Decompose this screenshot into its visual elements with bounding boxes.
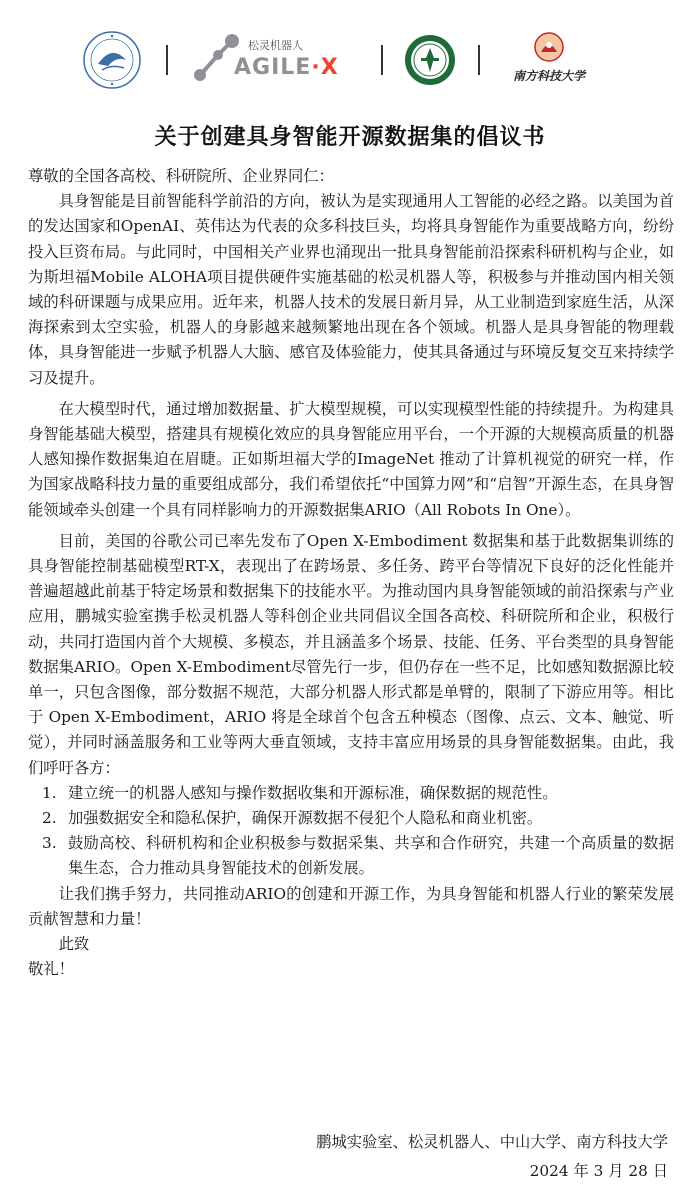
list-number: 1. — [42, 783, 57, 802]
sun-yat-sen-university-logo — [404, 34, 456, 86]
sustech-emblem-icon — [508, 32, 590, 64]
letter-body — [28, 164, 674, 983]
signatories: 鹏城实验室、松灵机器人、中山大学、南方科技大学 — [316, 1133, 668, 1151]
pengcheng-lab-logo — [82, 30, 142, 90]
agilex-wordmark-agile: AGILE — [234, 55, 312, 80]
logo-separator — [166, 45, 168, 75]
signature-block — [316, 1128, 668, 1186]
logo-separator — [381, 45, 383, 75]
closing-paragraph: 让我们携手努力，共同推动ARIO的创建和开源工作，为具身智能和机器人行业的繁荣发展贡献智慧和力量！ — [28, 884, 674, 928]
list-number: 3. — [42, 834, 57, 853]
agilex-logo — [190, 33, 360, 85]
paragraph: 目前，美国的谷歌公司已率先发布了Open X-Embodiment 数据集和基于此数据集训练的具身智能控制基础模型RT-X，表现出了在跨场景、多任务、跨平台等情况下良好的泛化性能并普遍超越此前基于特定场景和数据集下的技能水平。为推动国内具身智能领域的前沿探索与产业应用，鹏城实验室携手松灵机器人等科创企业共同倡议全国各高校、科研院所和企业，积极行动，共同打造国内首个大规模、多模态，并且涵盖多个场景、技能、任务、平台类型的具身智能数据集ARIO。Open X-Embodiment尽管先行一步，但仍存在一些不足，比如感知数据源比较单一，只包含图像，部分数据不规范，大部分机器人形式都是单臂的，限制了下游应用等。相比于 Open X-Embodiment，ARIO 将是全球首个包含五种模态（图像、点云、文本、触觉、听觉），并同时涵盖服务和工业等两大垂直领域，支持丰富应用场景的具身智能数据集。由此，我们呼吁各方： — [28, 531, 674, 777]
list-text: 鼓励高校、科研机构和企业积极参与数据采集、共享和合作研究，共建一个高质量的数据集生态，合力推动具身智能技术的创新发展。 — [68, 834, 674, 878]
list-text: 建立统一的机器人感知与操作数据收集和开源标准，确保数据的规范性。 — [68, 783, 558, 802]
list-item — [28, 831, 674, 881]
page-title: 关于创建具身智能开源数据集的倡议书 — [154, 125, 546, 150]
list-text: 加强数据安全和隐私保护，确保开源数据不侵犯个人隐私和商业机密。 — [68, 809, 543, 828]
logo-header — [0, 0, 700, 110]
appeal-list — [28, 781, 674, 882]
salutation: 尊敬的全国各高校、科研院所、企业界同仁： — [28, 167, 334, 185]
cizhi-line: 此致 — [58, 935, 90, 954]
jingli-line: 敬礼！ — [28, 960, 74, 979]
list-item — [28, 781, 674, 806]
date: 2024 年 3 月 28 日 — [529, 1162, 668, 1180]
paragraph: 在大模型时代，通过增加数据量、扩大模型规模，可以实现模型性能的持续提升。为构建具身智能基础大模型，搭建具有规模化效应的具身智能应用平台，一个开源的大规模高质量的机器人感知操作数据集迫在眉睫。正如斯坦福大学的ImageNet 推动了计算机视觉的研究一样，作为国家战略科技力量的重要组成部分，我们希望依托“中国算力网”和“启智”开源生态，在具身智能领域牵头创建一个具有同样影响力的开源数据集ARIO（All Robots In One）。 — [28, 399, 674, 519]
list-number: 2. — [42, 809, 57, 828]
paragraph: 具身智能是目前智能科学前沿的方向，被认为是实现通用人工智能的必经之路。以美国为首的发达国家和OpenAI、英伟达为代表的众多科技巨头，均将具身智能作为重要战略方向，纷纷投入巨资布局。与此同时，中国相关产业界也涌现出一批具身智能前沿探索科研机构与企业，如为斯坦福Mobile ALOHA项目提供硬件实施基础的松灵机器人等，积极参与并推动国内相关领域的科研课题与成果应用。近年来，机器人技术的发展日新月异，从工业制造到家庭生活，从深海探索到太空实验，机器人的身影越来越频繁地出现在各个领域。机器人是具身智能的物理载体，具身智能进一步赋予机器人大脑、感官及体验能力，使其具备通过与环境反复交互来持续学习及提升。 — [28, 192, 674, 387]
agilex-wordmark-x: X — [320, 55, 339, 80]
list-item — [28, 806, 674, 831]
logo-separator — [478, 45, 480, 75]
agilex-wordmark-dot: · — [311, 55, 321, 80]
agilex-cn-name: 松灵机器人 — [248, 39, 303, 52]
sustech-logo — [508, 32, 590, 88]
sustech-cn-name: 南方科技大学 — [512, 69, 585, 83]
